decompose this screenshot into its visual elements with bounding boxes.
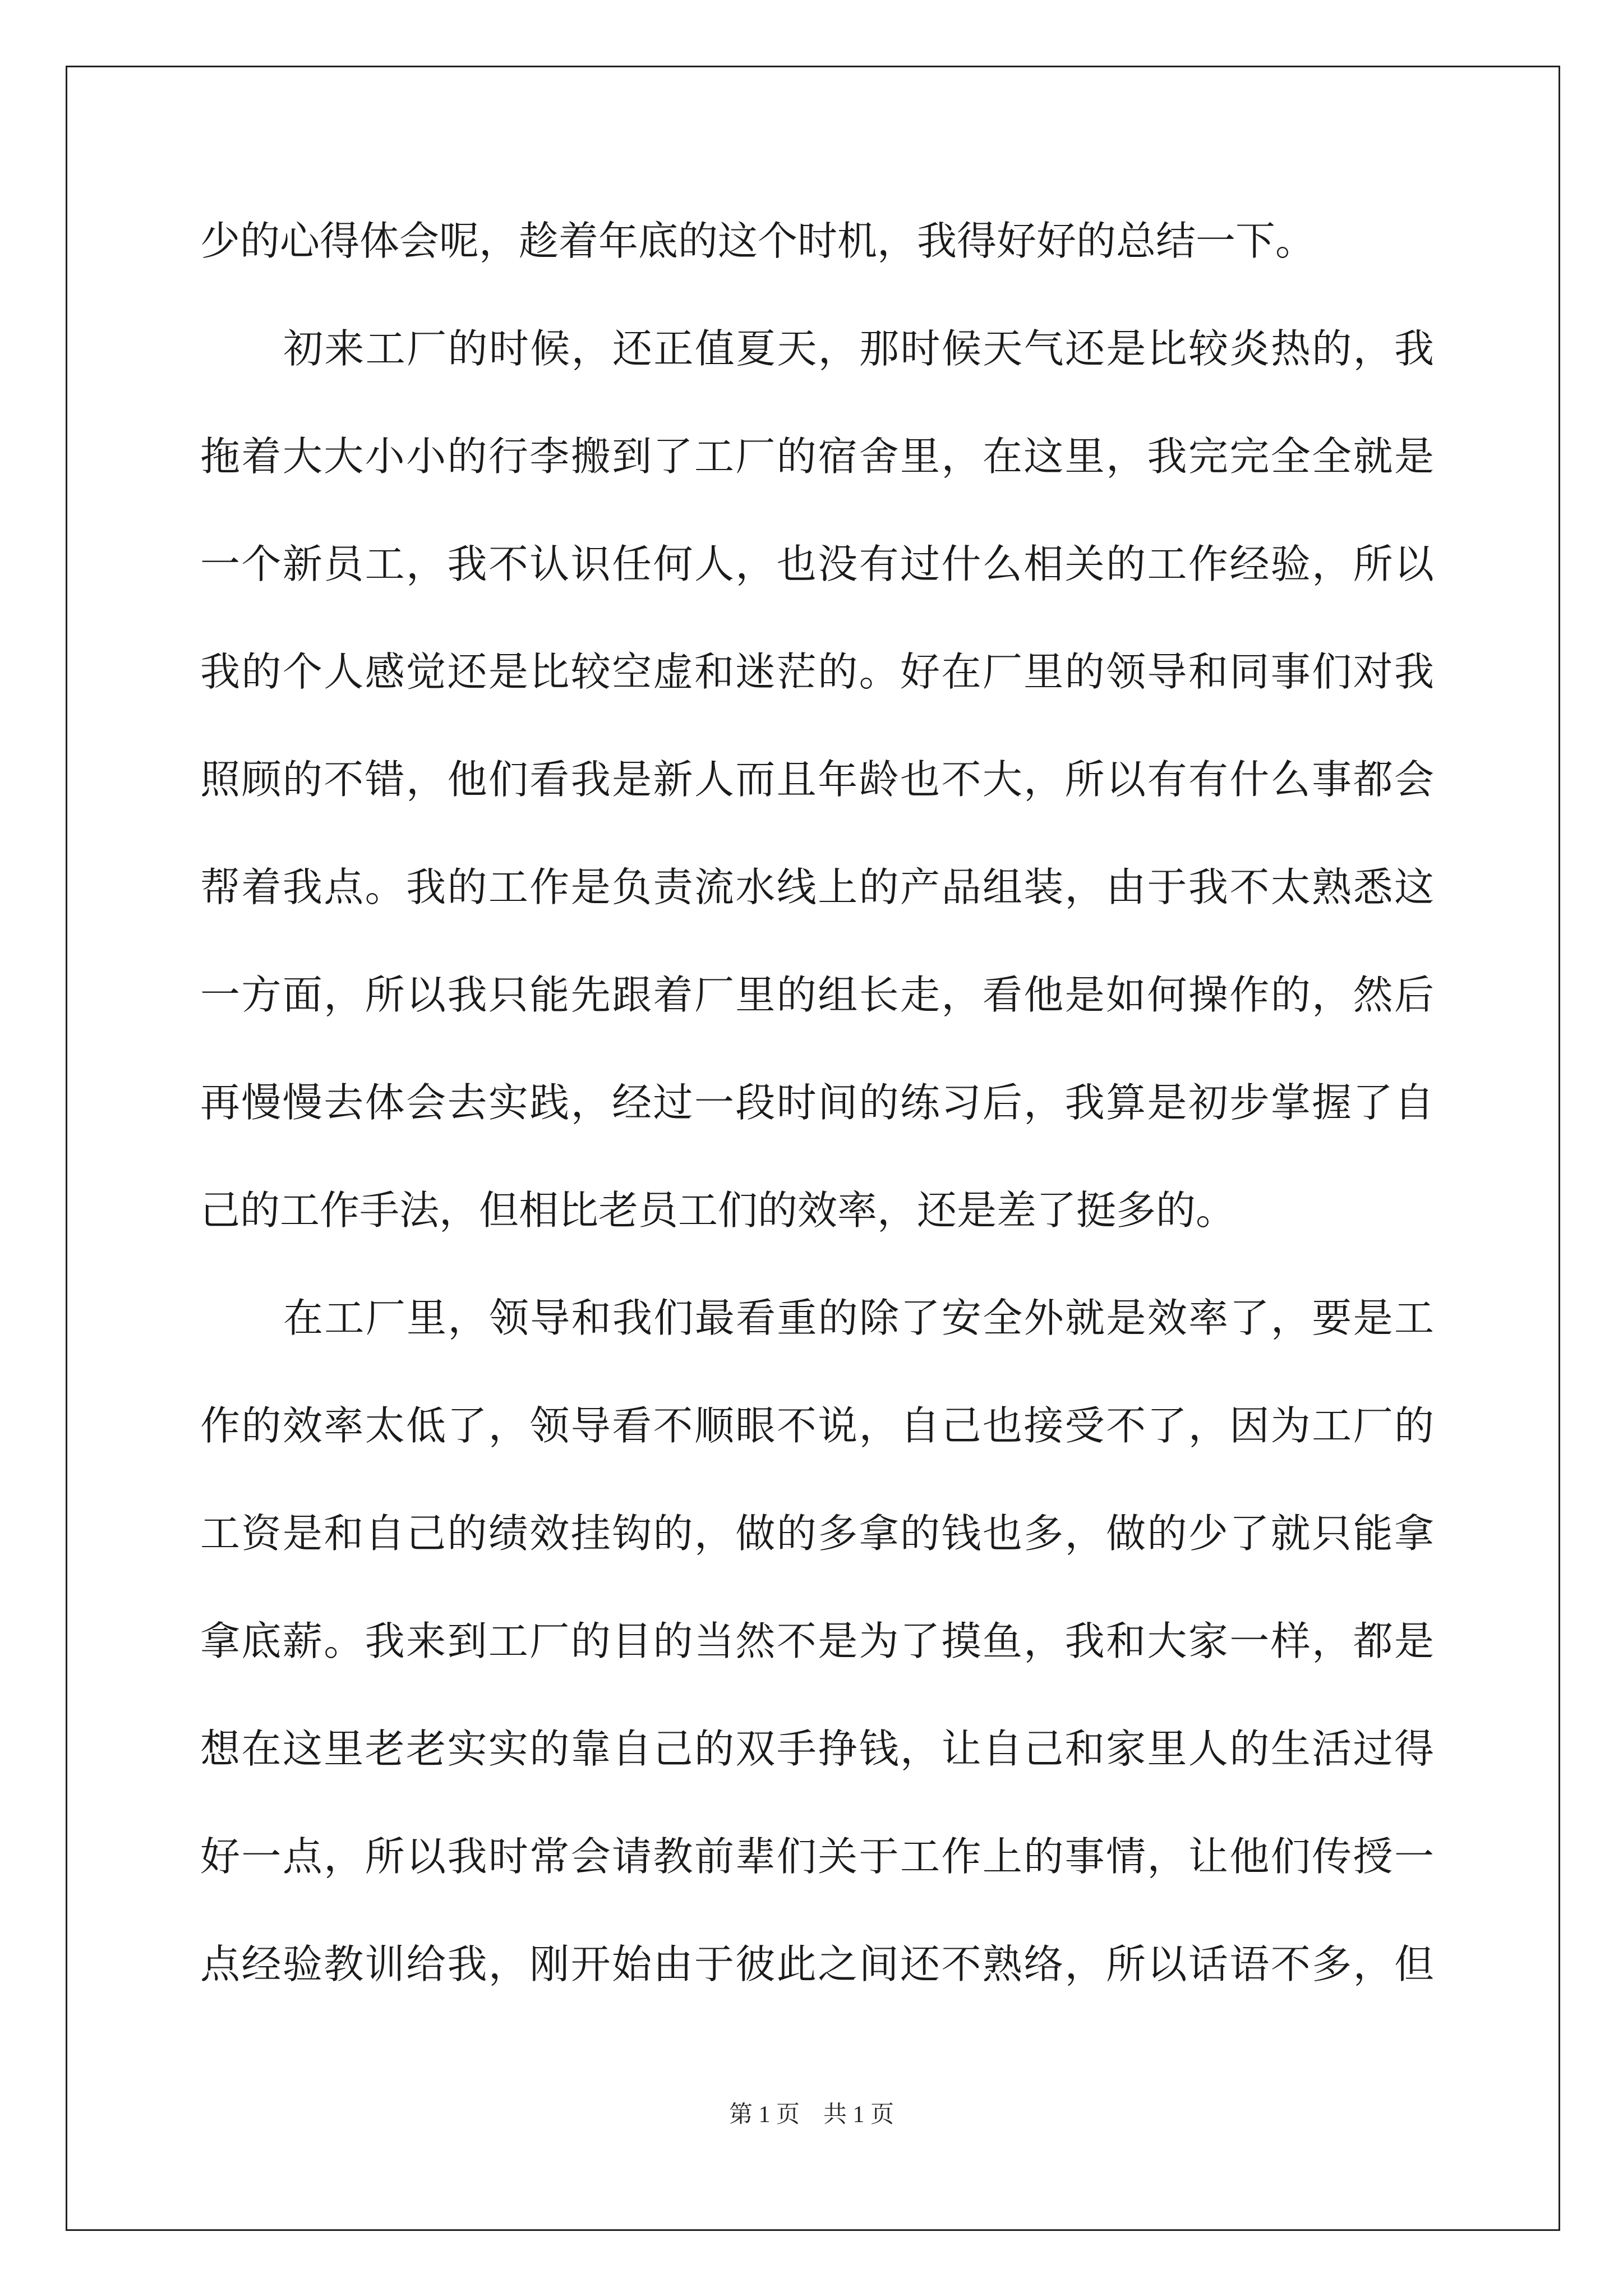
document-body	[200, 208, 1434, 2039]
text-line: 己的工作手法，但相比老员工们的效率，还是差了挺多的。	[200, 1187, 1236, 1234]
text-line: 拖着大大小小的行李搬到了工厂的宿舍里，在这里，我完完全全就是	[200, 433, 1434, 480]
text-line: 工资是和自己的绩效挂钩的，做的多拿的钱也多，做的少了就只能拿	[200, 1510, 1434, 1557]
text-line: 想在这里老老实实的靠自己的双手挣钱，让自己和家里人的生活过得	[200, 1726, 1434, 1772]
text-line: 在工厂里，领导和我们最看重的除了安全外就是效率了，要是工	[283, 1295, 1434, 1341]
text-line: 我的个人感觉还是比较空虚和迷茫的。好在厂里的领导和同事们对我	[200, 648, 1434, 695]
text-line: 少的心得体会呢，趁着年底的这个时机，我得好好的总结一下。	[200, 218, 1316, 264]
text-line: 拿底薪。我来到工厂的目的当然不是为了摸鱼，我和大家一样，都是	[200, 1618, 1434, 1664]
text-line: 一方面，所以我只能先跟着厂里的组长走，看他是如何操作的，然后	[200, 972, 1434, 1018]
text-line: 一个新员工，我不认识任何人，也没有过什么相关的工作经验，所以	[200, 541, 1434, 587]
text-line: 好一点，所以我时常会请教前辈们关于工作上的事情，让他们传授一	[200, 1833, 1434, 1880]
page-number-footer: 第 1 页 共 1 页	[728, 2102, 894, 2128]
text-line: 帮着我点。我的工作是负责流水线上的产品组装，由于我不太熟悉这	[200, 864, 1434, 910]
text-line: 再慢慢去体会去实践，经过一段时间的练习后，我算是初步掌握了自	[200, 1079, 1434, 1126]
text-line: 点经验教训给我，刚开始由于彼此之间还不熟络，所以话语不多，但	[200, 1941, 1434, 1987]
text-line: 照顾的不错，他们看我是新人而且年龄也不大，所以有有什么事都会	[200, 756, 1434, 803]
text-line: 作的效率太低了，领导看不顺眼不说，自己也接受不了，因为工厂的	[200, 1402, 1434, 1449]
text-line: 初来工厂的时候，还正值夏天，那时候天气还是比较炎热的，我	[283, 325, 1434, 372]
